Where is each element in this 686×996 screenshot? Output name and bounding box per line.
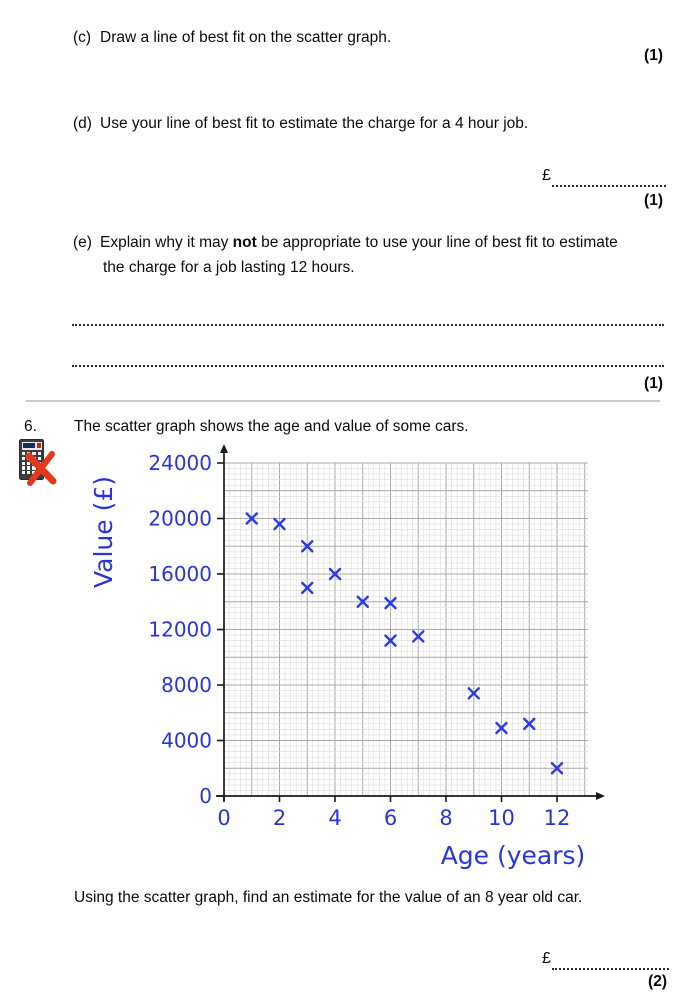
svg-text:4000: 4000	[161, 728, 212, 753]
svg-text:2: 2	[272, 806, 287, 830]
y-axis-title: Value (£)	[89, 475, 118, 589]
question-e-text-post: be appropriate to use your line of best fit to estimate	[256, 234, 618, 251]
pound-sign: £	[542, 167, 551, 184]
section-divider	[26, 400, 660, 402]
answer-dotted-line	[552, 170, 666, 187]
answer-dotted-line	[552, 953, 669, 970]
answer-rule-2	[72, 352, 664, 367]
answer-rule-1	[72, 311, 664, 326]
question-c-text: Draw a line of best fit on the scatter graph.	[100, 29, 392, 46]
question-d-marks: (1)	[644, 192, 663, 209]
answer-blank-d	[542, 166, 666, 187]
svg-text:16000: 16000	[148, 562, 212, 586]
svg-text:6: 6	[383, 806, 398, 830]
svg-text:12000: 12000	[148, 617, 212, 642]
answer-blank-6	[542, 949, 669, 970]
question-c-marks: (1)	[644, 47, 663, 64]
question-e-bold-word: not	[232, 234, 257, 251]
pound-sign: £	[542, 950, 551, 967]
svg-text:20000: 20000	[148, 506, 212, 531]
question-6-marks: (2)	[648, 973, 667, 990]
svg-text:12: 12	[543, 806, 571, 830]
question-6-text: The scatter graph shows the age and value of some cars.	[74, 418, 469, 435]
svg-text:0: 0	[217, 806, 231, 830]
question-c-label: (c)	[73, 29, 92, 46]
question-d-text: Use your line of best fit to estimate the charge for a 4 hour job.	[100, 115, 529, 132]
svg-text:10: 10	[488, 806, 515, 830]
question-6-footer-text: Using the scatter graph, find an estimate for the value of an 8 year old car.	[74, 889, 583, 906]
svg-text:24000: 24000	[148, 451, 212, 475]
question-e-label: (e)	[73, 234, 92, 251]
question-d-label: (d)	[73, 115, 92, 132]
question-6-number: 6.	[24, 418, 37, 435]
question-e-text-line1	[100, 233, 618, 253]
question-e-text-line2: the charge for a job lasting 12 hours.	[103, 259, 355, 276]
scatter-chart	[0, 440, 686, 876]
question-e-text-pre: Explain why it may	[100, 234, 233, 251]
svg-text:8: 8	[439, 806, 453, 830]
svg-text:4: 4	[328, 806, 342, 830]
question-e-marks: (1)	[644, 375, 663, 392]
svg-text:8000: 8000	[161, 673, 212, 697]
svg-text:0: 0	[199, 784, 212, 808]
x-axis-title: Age (years)	[440, 841, 586, 870]
